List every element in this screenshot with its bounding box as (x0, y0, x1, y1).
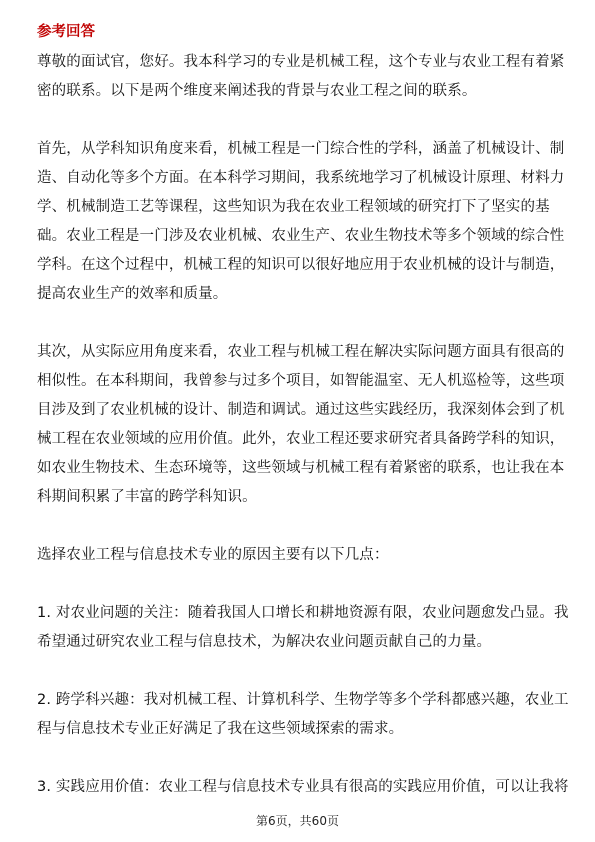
text-line: 目涉及到了农业机械的设计、制造和调试。通过这些实践经历，我深刻体会到了机 (37, 402, 565, 418)
text-line: 造、自动化等多个方面。在本科学习期间，我系统地学习了机械设计原理、材料力 (37, 170, 565, 186)
body-paragraph (37, 686, 572, 744)
answer-heading: 参考回答 (37, 24, 95, 40)
body-paragraph (37, 48, 572, 106)
body-paragraph (37, 338, 572, 512)
text-line: 2. 跨学科兴趣：我对机械工程、计算机科学、生物学等多个学科都感兴趣，农业工 (37, 692, 569, 708)
text-line: 提高农业生产的效率和质量。 (37, 286, 228, 302)
text-line: 相似性。在本科期间，我曾参与过多个项目，如智能温室、无人机巡检等，这些项 (37, 373, 565, 389)
text-line: 密的联系。以下是两个维度来阐述我的背景与农业工程之间的联系。 (37, 83, 477, 99)
text-line: 其次，从实际应用角度来看，农业工程与机械工程在解决实际问题方面具有很高的 (37, 344, 565, 360)
text-line: 1. 对农业问题的关注：随着我国人口增长和耕地资源有限，农业问题愈发凸显。我 (37, 605, 569, 621)
text-line: 程与信息技术专业正好满足了我在这些领域探索的需求。 (37, 721, 404, 737)
body-paragraph (37, 599, 572, 657)
body-paragraph (37, 541, 572, 570)
text-line: 首先，从学科知识角度来看，机械工程是一门综合性的学科，涵盖了机械设计、制 (37, 141, 565, 157)
answer-body (37, 48, 572, 831)
text-line: 科期间积累了丰富的跨学科知识。 (37, 489, 257, 505)
text-line: 如农业生物技术、生态环境等，这些领域与机械工程有着紧密的联系，也让我在本 (37, 460, 565, 476)
body-paragraph (37, 773, 572, 802)
text-line: 械工程在农业领域的应用价值。此外，农业工程还要求研究者具备跨学科的知识， (37, 431, 565, 447)
body-paragraph (37, 135, 572, 309)
text-line: 选择农业工程与信息技术专业的原因主要有以下几点： (37, 547, 389, 563)
text-line: 尊敬的面试官，您好。我本科学习的专业是机械工程，这个专业与农业工程有着紧 (37, 54, 565, 70)
text-line: 3. 实践应用价值：农业工程与信息技术专业具有很高的实践应用价值，可以让我将 (37, 779, 569, 795)
text-line: 希望通过研究农业工程与信息技术，为解决农业问题贡献自己的力量。 (37, 634, 492, 650)
text-line: 学、机械制造工艺等课程，这些知识为我在农业工程领域的研究打下了坚实的基 (37, 199, 550, 215)
page-number-footer: 第6页，共60页 (256, 814, 339, 828)
text-line: 础。农业工程是一门涉及农业机械、农业生产、农业生物技术等多个领域的综合性 (37, 228, 565, 244)
text-line: 学科。在这个过程中，机械工程的知识可以很好地应用于农业机械的设计与制造， (37, 257, 565, 273)
